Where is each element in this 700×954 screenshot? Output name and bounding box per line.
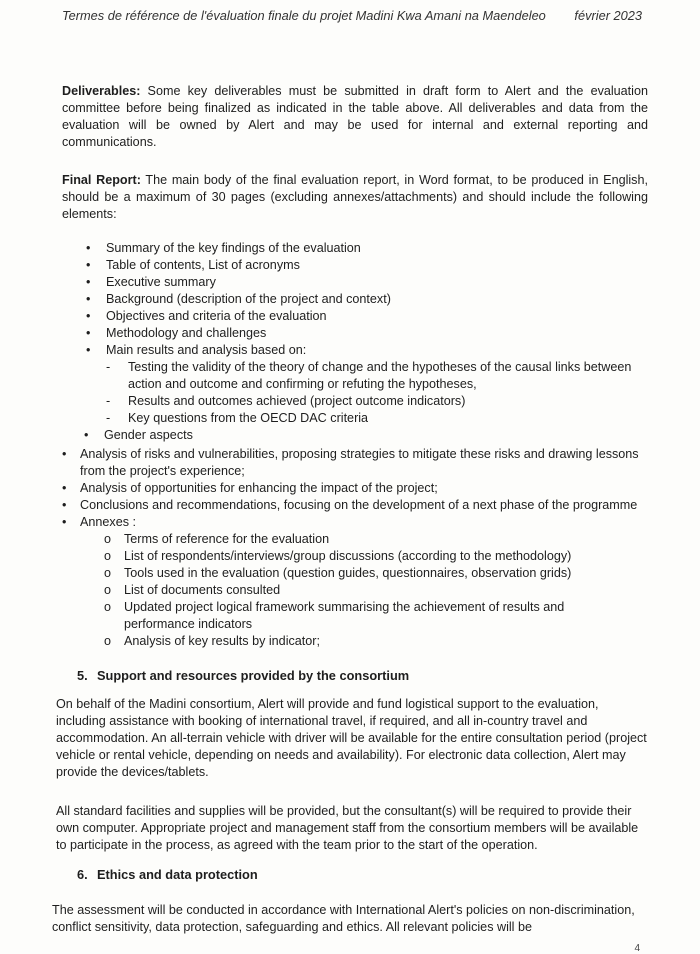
list-item: o Tools used in the evaluation (question guides, questionnaires, observation grids) — [104, 566, 572, 580]
section-number: 6. — [77, 867, 88, 882]
section-5-paragraph-1: On behalf of the Madini consortium, Alert will provide and fund logistical support to the evaluation, including assistance with booking of international travel, if required, and all in-country travel and accommodation. An all-terrain vehicle with driver will be available for the entire consultation period (project vehicle or rental vehicle, depending on needs and availability). For electronic data collection, Alert may provide the devices/tablets. — [56, 697, 647, 779]
list-item: o List of respondents/interviews/group discussions (according to the methodology) — [104, 549, 572, 563]
page-header — [62, 8, 642, 23]
list-item: • Annexes : — [62, 515, 137, 529]
section-number: 5. — [77, 668, 88, 683]
header-title: Termes de référence de l'évaluation finale du projet Madini Kwa Amani na Maendeleo — [62, 8, 546, 23]
list-item: • Table of contents, List of acronyms — [86, 258, 300, 272]
header-date: février 2023 — [574, 8, 642, 23]
section-title: Support and resources provided by the consortium — [97, 668, 410, 683]
report-elements-list — [86, 240, 646, 359]
list-item: - Results and outcomes achieved (project outcome indicators) — [106, 394, 466, 408]
section-title: Ethics and data protection — [97, 867, 258, 882]
section-5-heading — [77, 668, 409, 683]
deliverables-paragraph — [62, 83, 648, 151]
gender-aspects: Gender aspects — [104, 428, 193, 442]
deliverables-text: Some key deliverables must be submitted in draft form to Alert and the evaluation committee before being finalized as indicated in the table above. All deliverables and data from the evaluation will be owned by Alert and may be used for internal and external reporting and communications. — [62, 84, 648, 149]
list-item: • Background (description of the project and context) — [86, 292, 391, 306]
list-item: • Executive summary — [86, 275, 216, 289]
list-item: • Methodology and challenges — [86, 326, 267, 340]
page-number: 4 — [634, 943, 640, 954]
list-item: • Analysis of risks and vulnerabilities, proposing strategies to mitigate these risks and drawing lessons from the project's experience; — [62, 447, 639, 478]
list-item: o Terms of reference for the evaluation — [104, 532, 330, 546]
deliverables-label: Deliverables: — [62, 84, 141, 98]
section-6-paragraph-1: The assessment will be conducted in accordance with International Alert's policies on non-discrimination, conflict sensitivity, data protection, safeguarding and ethics. All relevant policies will be — [52, 903, 635, 934]
list-item: • Gender aspects — [84, 428, 193, 442]
section-6-heading — [77, 867, 258, 882]
annexes-list — [104, 531, 624, 650]
list-item: o Updated project logical framework summarising the achievement of results and performance indicators — [104, 600, 565, 631]
list-item: o List of documents consulted — [104, 583, 281, 597]
list-item: • Summary of the key findings of the evaluation — [86, 241, 361, 255]
final-report-text: The main body of the final evaluation report, in Word format, to be produced in English, should be a maximum of 30 pages (excluding annexes/attachments) and should include the following elements: — [62, 173, 648, 221]
list-item: • Main results and analysis based on: — [86, 343, 307, 357]
list-item: - Testing the validity of the theory of change and the hypotheses of the causal links between action and outcome and confirming or refuting the hypotheses, — [106, 360, 632, 391]
list-item: o Analysis of key results by indicator; — [104, 634, 320, 648]
section-5-paragraph-2: All standard facilities and supplies will be provided, but the consultant(s) will be required to provide their own computer. Appropriate project and management staff from the consortium members will be available to participate in the process, as agreed with the team prior to the start of the operation. — [56, 804, 639, 852]
list-item: • Conclusions and recommendations, focusing on the development of a next phase of the programme — [62, 498, 638, 512]
final-report-paragraph — [62, 172, 648, 223]
list-item: • Objectives and criteria of the evaluation — [86, 309, 327, 323]
list-item: • Analysis of opportunities for enhancing the impact of the project; — [62, 481, 438, 495]
list-item: - Key questions from the OECD DAC criteria — [106, 411, 369, 425]
main-results-sublist — [106, 359, 648, 427]
final-report-label: Final Report: — [62, 173, 141, 187]
outer-elements-list — [62, 446, 642, 531]
